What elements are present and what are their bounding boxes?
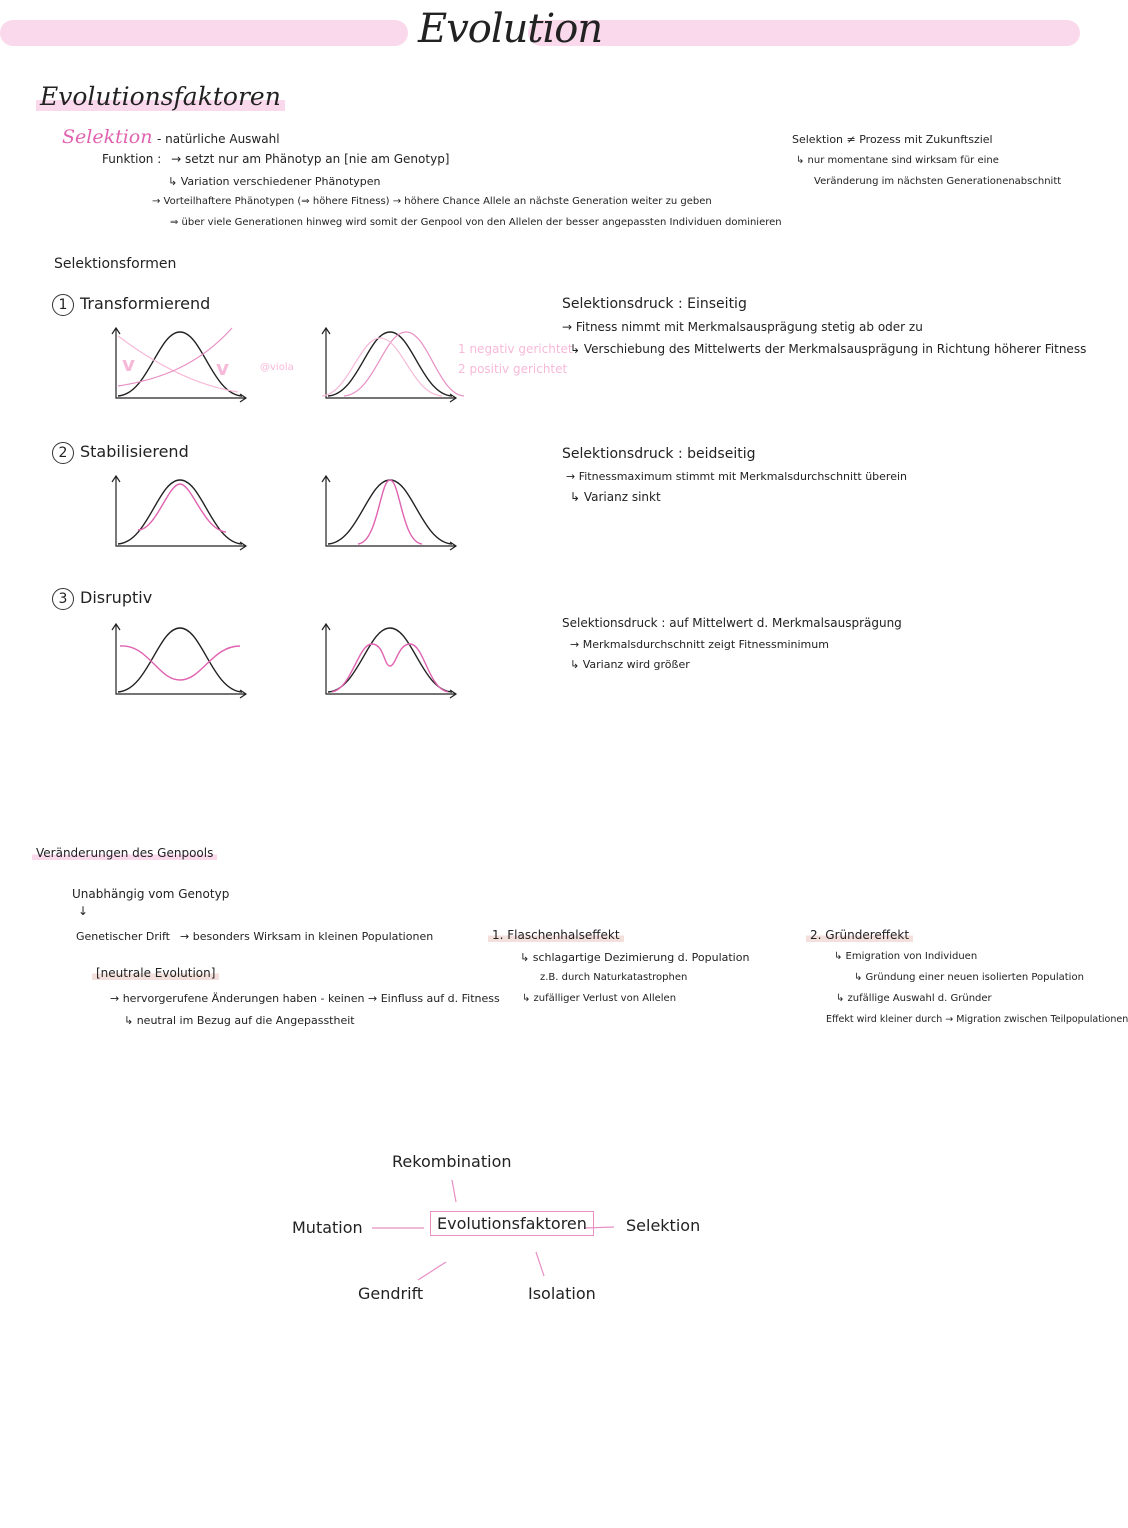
- side-note-line-1: Selektion ≠ Prozess mit Zukunftsziel: [792, 133, 993, 146]
- funktion-text: → setzt nur am Phänotyp an [nie am Genotyp]: [171, 152, 450, 166]
- founder-title: 2. Gründereffekt: [806, 928, 913, 942]
- form-1-point-2: ↳ Verschiebung des Mittelwerts der Merkmalsausprägung in Richtung höherer Fitness: [570, 342, 1087, 356]
- watermark-handle: @viola: [260, 362, 294, 373]
- selektion-meaning: - natürliche Auswahl: [156, 132, 280, 146]
- form-1-marker-left: v: [122, 352, 136, 376]
- form-1-pressure: Selektionsdruck : Einseitig: [562, 296, 747, 312]
- form-1-name: Transformierend: [80, 294, 211, 313]
- drift-label: Genetischer Drift: [76, 930, 170, 943]
- bottleneck-point-2: z.B. durch Naturkatastrophen: [540, 972, 688, 983]
- page-title: Evolution: [418, 6, 603, 52]
- form-2-point-2: ↳ Varianz sinkt: [570, 490, 661, 504]
- variation-line: ↳ Variation verschiedener Phänotypen: [168, 175, 381, 188]
- form-3-point-2: ↳ Varianz wird größer: [570, 658, 690, 671]
- funktion-label: Funktion :: [102, 152, 162, 166]
- fitness-line: → Vorteilhaftere Phänotypen (⇒ höhere Fitness) → höhere Chance Allele an nächste Generation weiter zu geben: [152, 196, 712, 207]
- form-1-legend-positive: 2 positiv gerichtet: [458, 362, 568, 376]
- mindmap-top: Rekombination: [392, 1152, 512, 1171]
- genpool-heading: Veränderungen des Genpools: [32, 846, 217, 860]
- connector-bottom-right: [536, 1252, 544, 1276]
- form-2-point-1: → Fitnessmaximum stimmt mit Merkmalsdurchschnitt überein: [566, 470, 907, 483]
- mindmap-right: Selektion: [626, 1216, 701, 1235]
- founder-point-4: Effekt wird kleiner durch → Migration zwischen Teilpopulationen: [826, 1014, 1128, 1025]
- form-1-legend-negative: 1 negativ gerichtet: [458, 342, 573, 356]
- form-3-point-1: → Merkmalsdurchschnitt zeigt Fitnessminimum: [570, 638, 829, 651]
- form-1-marker-right: v: [216, 356, 230, 380]
- founder-point-2: ↳ Gründung einer neuen isolierten Population: [854, 972, 1084, 983]
- section-heading-evolutionsfaktoren: Evolutionsfaktoren: [36, 82, 285, 111]
- neutral-point-2: ↳ neutral im Bezug auf die Angepasstheit: [124, 1014, 355, 1027]
- genpool-dominance-line: ⇒ über viele Generationen hinweg wird somit der Genpool von den Allelen der besser angepassten Individuen dominieren: [170, 217, 782, 228]
- mindmap-bottom-left: Gendrift: [358, 1284, 424, 1303]
- side-note-line-3: Veränderung im nächsten Generationenabschnitt: [814, 176, 1062, 187]
- form-2-number: 2: [52, 442, 74, 464]
- form-1-point-1: → Fitness nimmt mit Merkmalsausprägung stetig ab oder zu: [562, 320, 923, 334]
- connector-bottom-left: [418, 1262, 446, 1280]
- neutral-evolution-heading: [neutrale Evolution]: [92, 966, 219, 980]
- bottleneck-title: 1. Flaschenhalseffekt: [488, 928, 624, 942]
- side-note-line-2: ↳ nur momentane sind wirksam für eine: [796, 155, 999, 166]
- form-2-name: Stabilisierend: [80, 442, 189, 461]
- form-1-number: 1: [52, 294, 74, 316]
- founder-point-1: ↳ Emigration von Individuen: [834, 951, 978, 962]
- bottleneck-point-1: ↳ schlagartige Dezimierung d. Population: [520, 951, 750, 964]
- bottleneck-point-3: ↳ zufälliger Verlust von Allelen: [522, 993, 677, 1004]
- selektionsformen-heading: Selektionsformen: [54, 256, 177, 272]
- selektion-term: Selektion: [62, 126, 153, 148]
- form-3-name: Disruptiv: [80, 588, 153, 607]
- neutral-point-1: → hervorgerufene Änderungen haben - keinen → Einfluss auf d. Fitness: [110, 992, 500, 1005]
- connector-top: [452, 1180, 456, 1202]
- mindmap-bottom-right: Isolation: [528, 1284, 596, 1303]
- drift-text: → besonders Wirksam in kleinen Populationen: [180, 930, 434, 943]
- mindmap-center: Evolutionsfaktoren: [430, 1214, 594, 1233]
- form-2-pressure: Selektionsdruck : beidseitig: [562, 446, 756, 462]
- mindmap-left: Mutation: [292, 1218, 363, 1237]
- genpool-independent: Unabhängig vom Genotyp: [72, 887, 230, 901]
- form-3-pressure: Selektionsdruck : auf Mittelwert d. Merkmalsausprägung: [562, 616, 902, 630]
- genpool-arrow: ↓: [78, 904, 89, 918]
- form-3-number: 3: [52, 588, 74, 610]
- founder-point-3: ↳ zufällige Auswahl d. Gründer: [836, 993, 992, 1004]
